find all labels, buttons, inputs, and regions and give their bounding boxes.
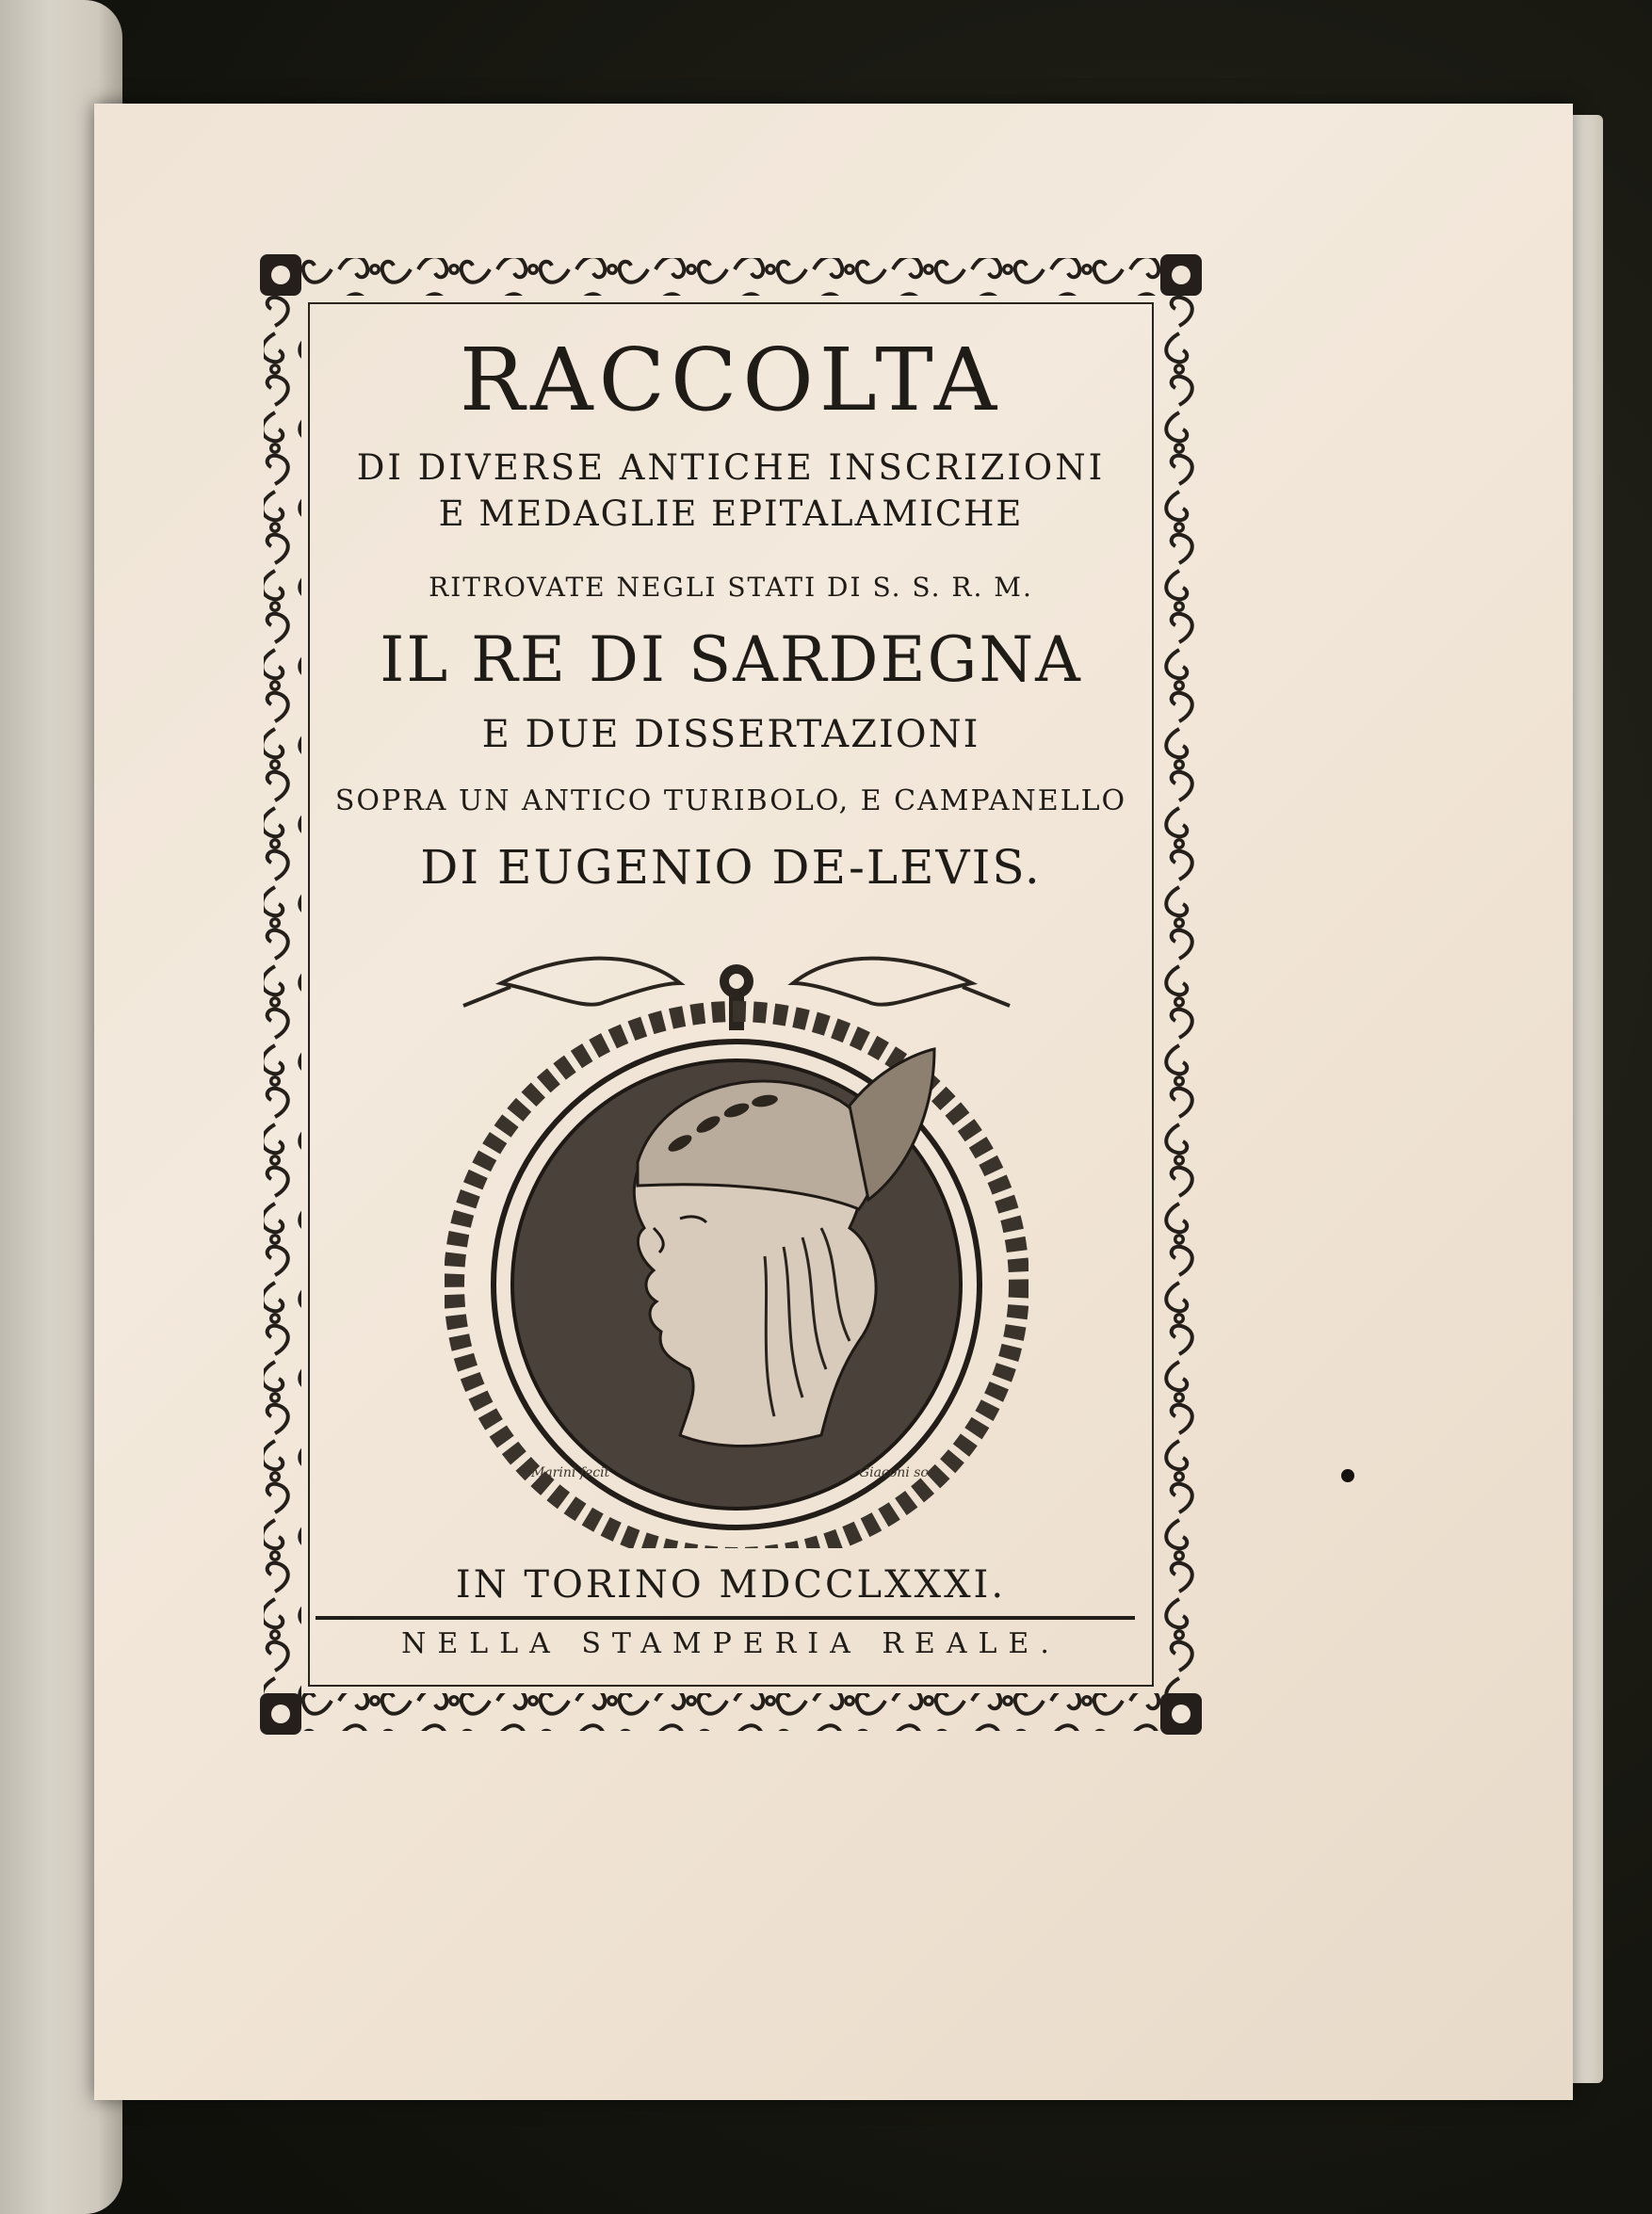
king-line: IL RE DI SARDEGNA xyxy=(380,623,1082,696)
title-block xyxy=(320,311,1142,895)
found-line: RITROVATE NEGLI STATI DI S. S. R. M. xyxy=(429,572,1033,603)
imprint-press: NELLA STAMPERIA REALE. xyxy=(401,1627,1061,1660)
page-title: RACCOLTA xyxy=(459,330,1003,430)
subject-line: SOPRA UN ANTICO TURIBOLO, E CAMPANELLO xyxy=(334,784,1127,817)
engraver-right-signature: Giaconi sc xyxy=(859,1465,929,1480)
imprint-city: IN TORINO MDCCLXXXI. xyxy=(455,1563,1007,1607)
dissertations-line: E DUE DISSERTAZIONI xyxy=(481,713,980,756)
author-line: DI EUGENIO DE-LEVIS. xyxy=(420,840,1042,895)
subtitle-line-1: DI DIVERSE ANTICHE INSCRIZIONI xyxy=(356,447,1106,488)
engraver-left-signature: Marini fecit xyxy=(531,1465,610,1480)
ink-spot xyxy=(1341,1469,1354,1482)
medallion-illustration xyxy=(445,945,1028,1548)
imprint-rule xyxy=(316,1616,1135,1620)
helmeted-warrior-medallion-icon xyxy=(445,945,1028,1548)
subtitle-line-2: E MEDAGLIE EPITALAMICHE xyxy=(438,493,1024,534)
